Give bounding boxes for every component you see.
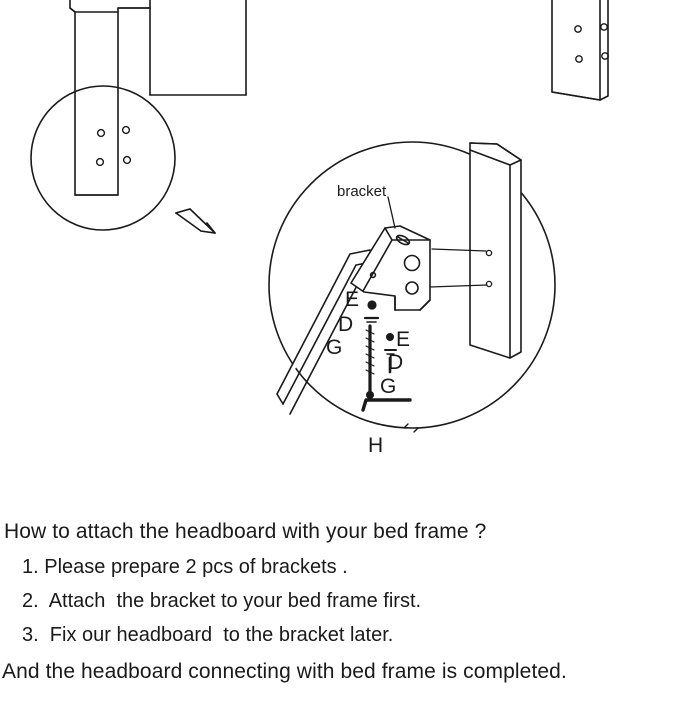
part-label-d-right: D (388, 351, 404, 374)
instruction-step-list (0, 556, 679, 647)
bracket-leader-line (388, 197, 395, 228)
bracket-callout-label: bracket (337, 183, 387, 200)
part-label-e-right: E (396, 328, 411, 351)
headboard-left-leg (70, 0, 246, 195)
allen-key-part (363, 400, 410, 410)
zoom-arrow (176, 209, 215, 233)
instructions-outro: And the headboard connecting with bed frame is completed. (2, 660, 567, 683)
part-label-h: H (368, 434, 384, 457)
instructions-intro: How to attach the headboard with your bed frame ? (4, 520, 487, 543)
bed-frame-right-leg (552, 0, 608, 100)
part-label-g-right: G (380, 375, 397, 398)
bracket-part (351, 226, 430, 310)
fastener-left-assembly (365, 300, 378, 399)
list-item: 1. Please prepare 2 pcs of brackets . (22, 556, 348, 578)
list-item: 3. Fix our headboard to the bracket later. (22, 624, 394, 646)
list-item: 2. Attach the bracket to your bed frame first. (22, 590, 422, 612)
part-label-d-left: D (338, 313, 354, 336)
part-label-g-left: G (326, 336, 343, 359)
part-label-e-left: E (345, 288, 360, 311)
instructions-block (0, 520, 679, 684)
